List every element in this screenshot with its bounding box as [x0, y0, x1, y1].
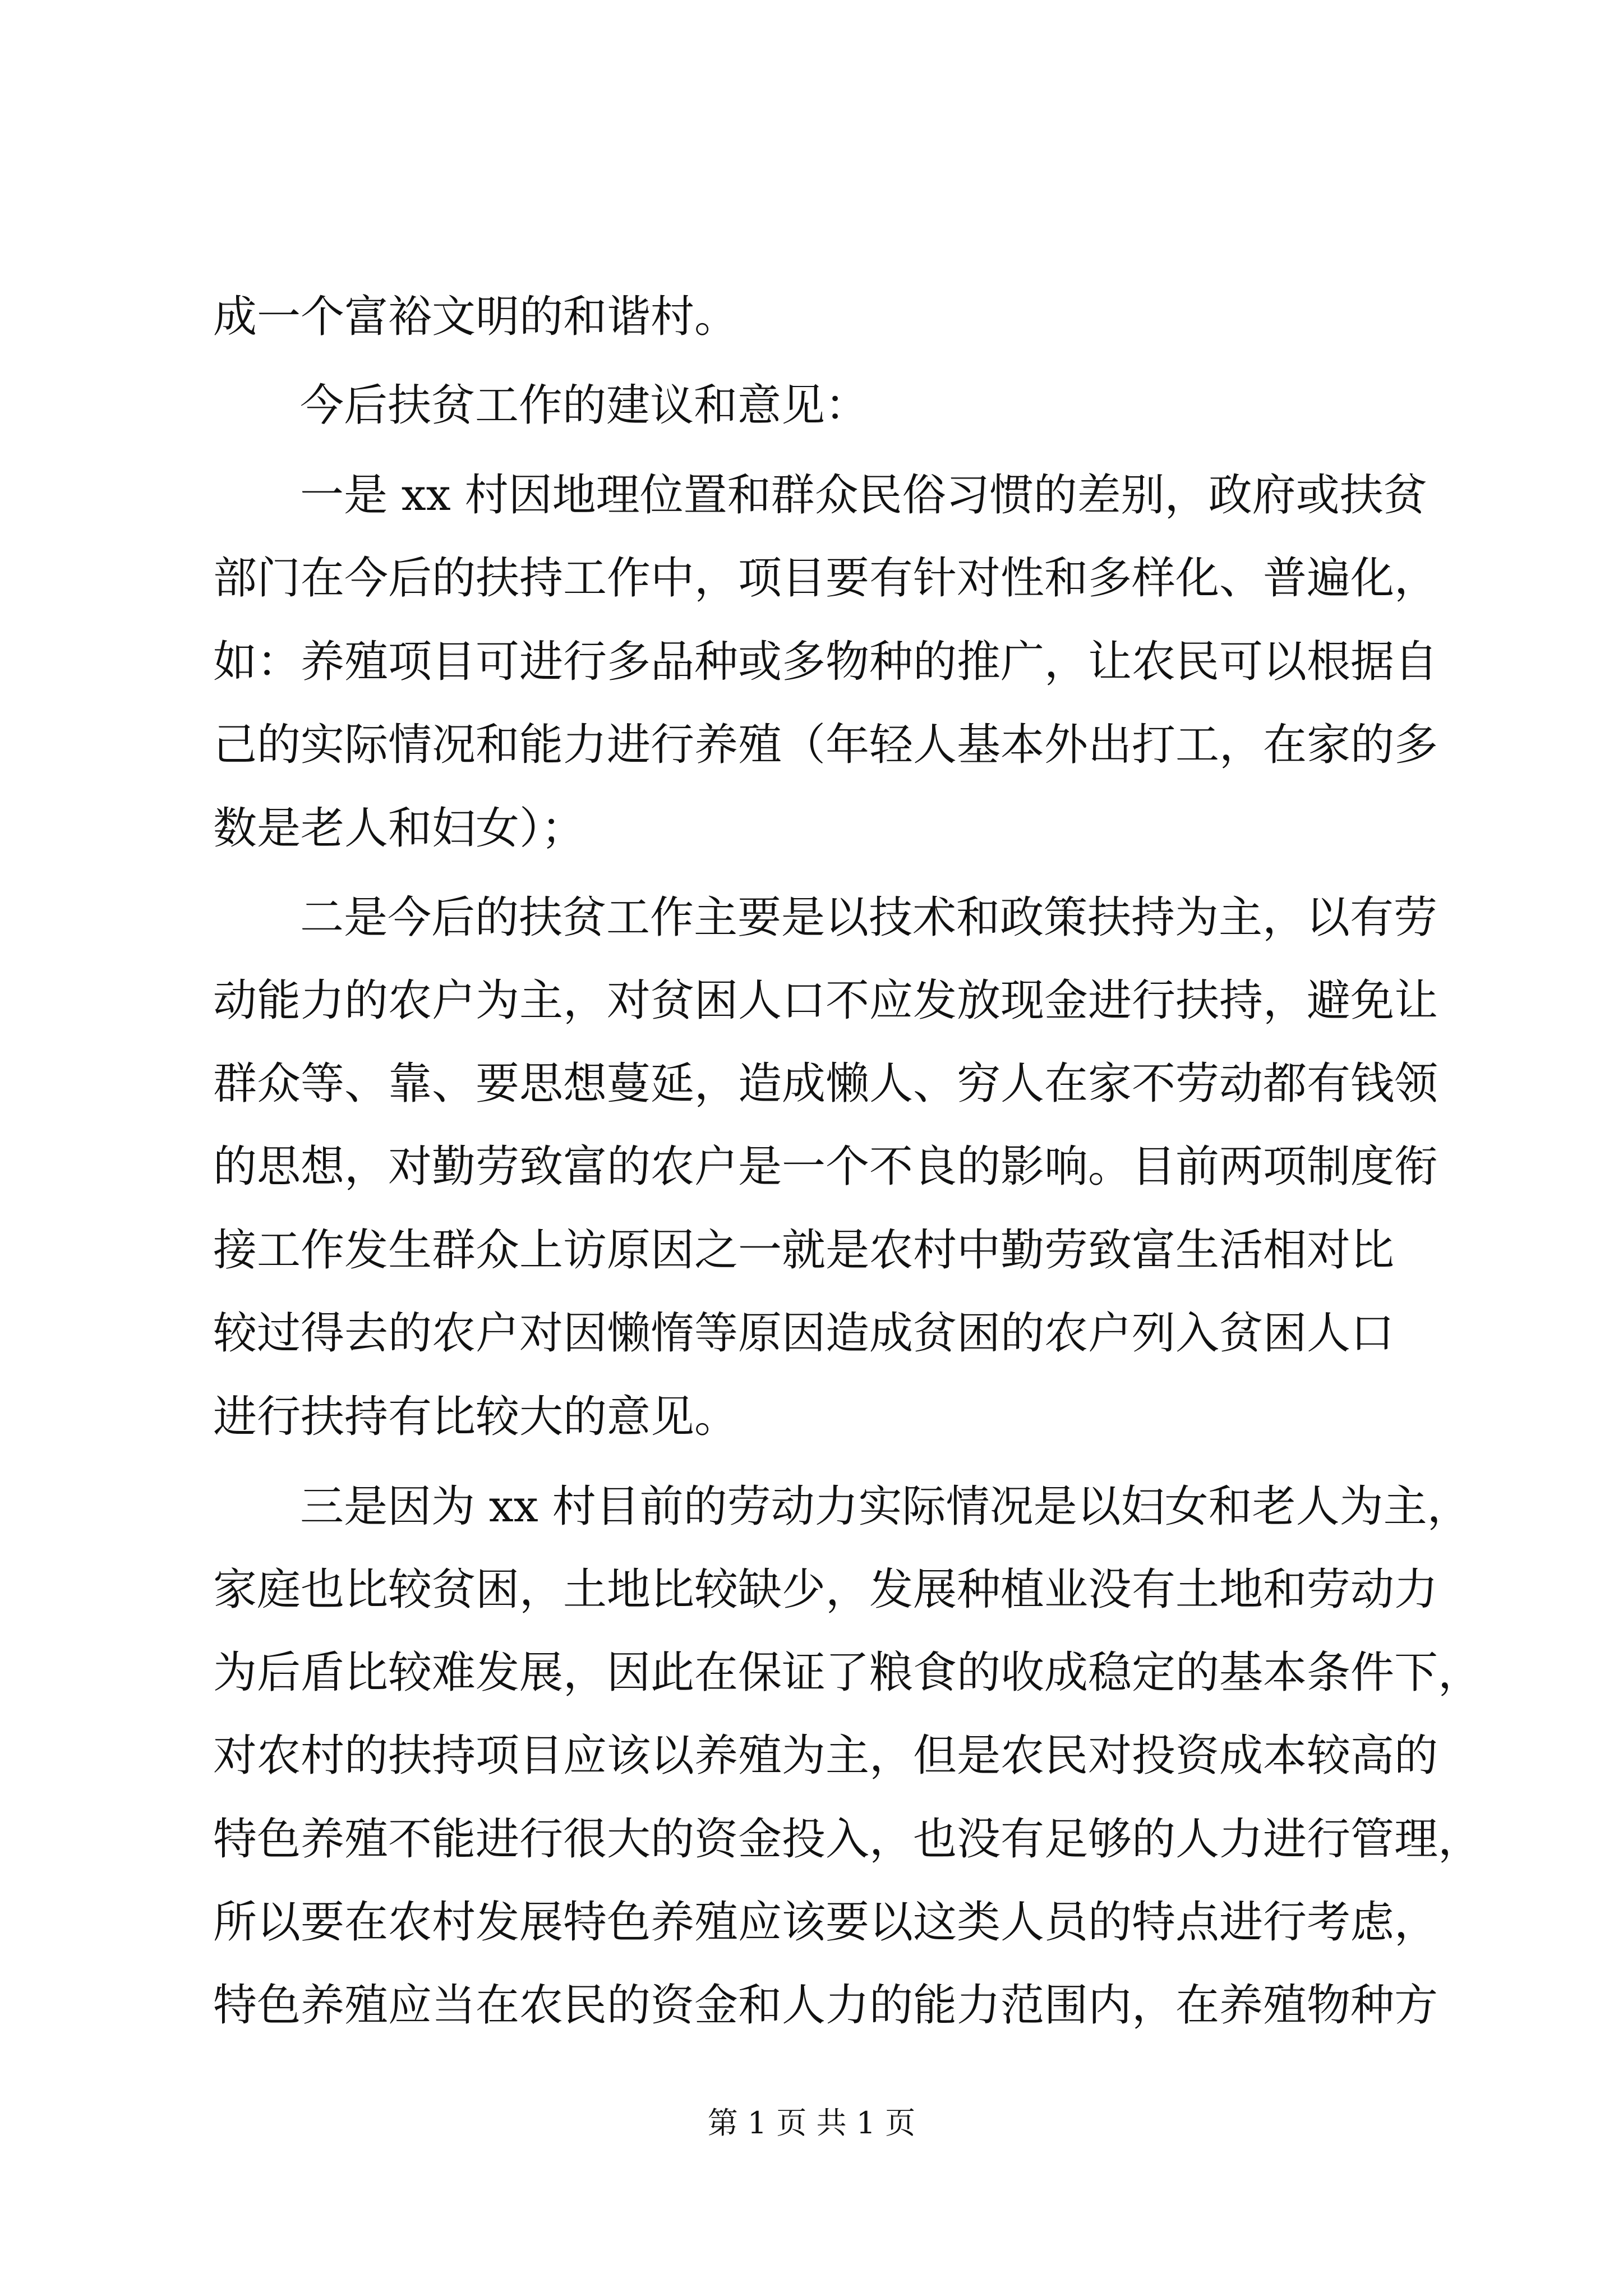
text-line: 数是老人和妇女）；: [213, 803, 585, 854]
text-line: 家庭也比较贫困，土地比较缺少，发展种植业没有土地和劳动力: [213, 1565, 1438, 1615]
text-line: 的思想，对勤劳致富的农户是一个不良的影响。目前两项制度衔: [213, 1142, 1438, 1192]
text-line: 群众等、靠、要思想蔓延，造成懒人、穷人在家不劳动都有钱领: [213, 1059, 1438, 1109]
text-line: 较过得去的农户对因懒惰等原因造成贫困的农户列入贫困人口: [213, 1308, 1395, 1359]
text-line: 特色养殖不能进行很大的资金投入，也没有足够的人力进行管理，: [213, 1814, 1482, 1865]
text-line: 进行扶持有比较大的意见。: [213, 1392, 739, 1442]
text-line: 己的实际情况和能力进行养殖（年轻人基本外出打工，在家的多: [213, 720, 1438, 770]
text-line: 对农村的扶持项目应该以养殖为主，但是农民对投资成本较高的: [213, 1731, 1438, 1781]
text-line: 二是今后的扶贫工作主要是以技术和政策扶持为主，以有劳: [300, 892, 1438, 943]
text-line: 今后扶贫工作的建议和意见：: [300, 380, 869, 431]
text-line: 成一个富裕文明的和谐村。: [213, 292, 739, 342]
text-line: 三是因为 xx 村目前的劳动力实际情况是以妇女和老人为主，: [300, 1481, 1471, 1532]
text-line: 所以要在农村发展特色养殖应该要以这类人员的特点进行考虑，: [213, 1897, 1438, 1948]
text-line: 接工作发生群众上访原因之一就是农村中勤劳致富生活相对比: [213, 1225, 1395, 1276]
page-number-footer: 第 1 页 共 1 页: [707, 2105, 916, 2141]
text-line: 特色养殖应当在农民的资金和人力的能力范围内，在养殖物种方: [213, 1980, 1438, 2031]
text-line: 如：养殖项目可进行多品种或多物种的推广，让农民可以根据自: [213, 637, 1438, 687]
text-line: 动能力的农户为主，对贫困人口不应发放现金进行扶持，避免让: [213, 976, 1438, 1026]
text-line: 为后盾比较难发展，因此在保证了粮食的收成稳定的基本条件下，: [213, 1648, 1482, 1698]
text-line: 一是 xx 村因地理位置和群众民俗习惯的差别，政府或扶贫: [300, 470, 1427, 521]
text-line: 部门在今后的扶持工作中，项目要有针对性和多样化、普遍化，: [213, 553, 1438, 604]
